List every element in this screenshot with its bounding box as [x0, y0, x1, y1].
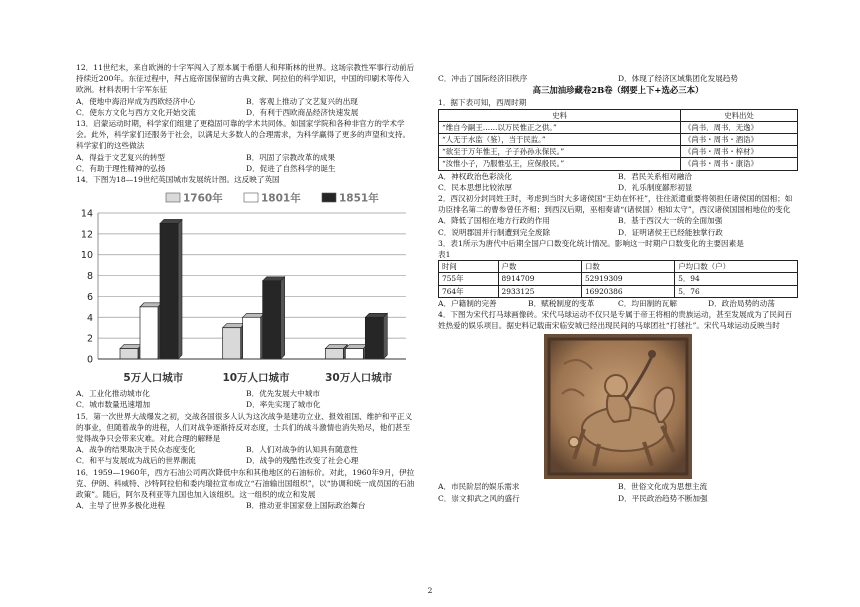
q4-option-b: B．世俗文化成为思想主流 [618, 482, 708, 492]
q12-option-b: B．客观上推动了文艺复兴的出现 [246, 96, 358, 106]
table-cell: “欲至于万年惟王，子子孙孙永保民。” [439, 146, 681, 158]
q1-stem: 1．据下表可知，西周时期 [438, 98, 527, 108]
x-category-label: 10万人口城市 [222, 372, 290, 385]
q4-options [438, 481, 798, 503]
right-column [438, 73, 798, 504]
q4-option-a: A．市民阶层的娱乐需求 [438, 482, 520, 492]
bar [325, 349, 343, 359]
table-cell: 《尚书．周书．无逸》 [681, 121, 798, 133]
q15-option-b: B．人们对战争的认知具有随意性 [246, 445, 358, 455]
q14-option-b: B．优先发展大中城市 [246, 389, 320, 399]
q16-option-a: A．主导了世界多极化进程 [76, 501, 166, 511]
section-title: 高三加油珍藏卷2B卷（纲要上下+选必三本） [532, 85, 704, 96]
bar-top [263, 277, 285, 281]
q2-options [438, 215, 798, 237]
x-category-label: 30万人口城市 [325, 372, 393, 385]
bar-top [365, 314, 387, 318]
y-tick-label: 0 [86, 354, 93, 366]
q3-option-b: B．赋税制度的变革 [528, 298, 595, 308]
table-row [439, 134, 798, 146]
bar-top [160, 220, 182, 224]
q15-options [76, 444, 416, 466]
q12-stem: 12．11世纪末，来自欧洲的十字军闯入了原本属于希腊人和拜斯林的世界。这场宗教性军事行动前后持续近200年。东征过程中，拜占庭帝国保留的古典文献、阿拉伯的科学知识，中国的印刷术等传入欧洲。材料表明十字军东征 [76, 63, 415, 95]
q16-option-b: B．推动亚非国家登上国际政治舞台 [246, 501, 366, 511]
q3-table [438, 260, 798, 298]
legend-swatch [244, 193, 258, 202]
q2-stem: 2．西汉初分封同姓王时，考虑到当时大多诸侯国“王幼在怀衽”，往往派遣重要将领担任诸侯国的国相；如功臣排名第二的曹参曾任齐相；到西汉后期，巫相奏请“(诸侯国）相如太守”，西汉诸侯国国相地位的变化 [438, 194, 793, 215]
bar [160, 224, 178, 360]
q2-option-c: C．说明郡国并行制遭到完全废除 [438, 227, 551, 237]
q12-options [76, 96, 416, 118]
q2-option-a: A．降低了国相在地方行政的作用 [438, 216, 550, 226]
legend-label: 1851年 [339, 192, 379, 205]
q13-stem: 13．启蒙运动时期，科学家们组建了更稳固可靠的学术共同体。如国家学院和各种非官方的学术学会。此外，科学家们还服务于社会，以满足大多数人的合理需求，为科学赢得了更多的声望和支持。科学家们的这些做法 [76, 119, 411, 151]
bar-top [223, 324, 245, 328]
q13-option-d: D．促进了自然科学的诞生 [246, 163, 336, 173]
q14-option-d: D．率先实现了城市化 [246, 400, 321, 410]
q1-option-d: D．礼乐制度鄙形初显 [618, 182, 693, 192]
q2-option-b: B．基于西汉大一统的全面加强 [618, 216, 723, 226]
table-header: 史料 [439, 109, 681, 121]
table-cell: 8914709 [498, 273, 581, 285]
table-cell: 5．76 [675, 285, 798, 297]
q15-option-a: A．战争的结果取决于民众态度变化 [76, 445, 196, 455]
table-cell: 755年 [439, 273, 499, 285]
q14-option-c: C．城市数量迅速增加 [76, 400, 151, 410]
legend-swatch [322, 193, 336, 202]
table-cell: 764年 [439, 285, 499, 297]
q1-option-b: B．君民关系相对融洽 [618, 171, 692, 181]
bar-top [345, 345, 367, 349]
table-row [439, 285, 798, 297]
table-cell: 《尚书・周书・康诰》 [681, 158, 798, 170]
bar [243, 318, 261, 360]
q13-option-c: C．有助于理性精神的弘扬 [76, 163, 166, 173]
q3-table-label: 表1 [438, 250, 451, 260]
q12-option-c: C．使东方文化与西方文化开始交流 [76, 107, 196, 117]
polo-brick-relief-image [544, 334, 692, 479]
q1-option-c: C．民本思想比较浓厚 [438, 182, 513, 192]
table-header: 户均口数（户） [675, 261, 798, 273]
bar [345, 349, 363, 359]
q3-options [438, 298, 798, 309]
table-header-row [439, 261, 798, 273]
x-category-label: 5万人口城市 [123, 372, 184, 385]
q3-option-c: C．均田制的瓦解 [618, 298, 677, 308]
q16-stem: 16．1959—1960年，西方石油公司两次降低中东和其他地区的石油标价。对此，1960年9月，伊拉克、伊朗、科威特、沙特阿拉伯和委内瑞拉宣布成立“石油输出国组织”，以“协调和统一成员国的石油政策”。随后，阿尔及利亚等九国也加入该组织。这一组织的成立和发展 [76, 467, 415, 500]
table-row [439, 158, 798, 170]
table-cell: 《尚书・周书・梓材》 [681, 146, 798, 158]
q1-options [438, 171, 798, 193]
y-tick-label: 2 [86, 333, 93, 345]
q4-stem: 4．下图为宋代打马球画像砖。宋代马球运动不仅只是专属于帝王将相的贵族运动，甚至发展成为了民间百姓热爱的娱乐项目。据史料记载南宋临安城已经出现民间的马球团社“打毬社”。宋代马球运动反映当时 [438, 310, 793, 331]
y-tick-label: 10 [80, 250, 93, 262]
legend-swatch [166, 193, 180, 202]
bar-top [140, 303, 162, 307]
city-development-chart [76, 187, 411, 387]
page-number: 2 [427, 586, 433, 595]
bar [263, 281, 281, 359]
bar [120, 349, 138, 359]
table-header: 史料出处 [681, 109, 798, 121]
bar-top [120, 345, 142, 349]
bar-side [178, 220, 182, 360]
q13-option-b: B．巩固了宗教改革的成果 [246, 152, 336, 162]
table-header: 户数 [498, 261, 581, 273]
table-cell: 2933125 [498, 285, 581, 297]
table-cell: “维自今嗣王……以万民惟正之供。” [439, 121, 681, 133]
table-row [439, 273, 798, 285]
y-tick-label: 12 [80, 229, 93, 241]
left-column [76, 62, 416, 511]
table-header-row [439, 109, 798, 121]
q3-stem: 3．表1所示为唐代中后期全国户口数变化统计情况。影响这一时期户口数变化的主要因素是 [438, 238, 744, 248]
q3-option-d: D．政治局势的动荡 [708, 298, 775, 308]
table-cell: 16920386 [581, 285, 674, 297]
table-cell: “汝惟小子，乃服惟弘王，应保殷民。” [439, 158, 681, 170]
bar-side [383, 314, 387, 360]
bar-top [243, 314, 265, 318]
q15-option-d: D．战争的残酷性改变了社会心理 [246, 456, 359, 466]
y-tick-label: 6 [86, 292, 93, 304]
legend-label: 1760年 [183, 192, 223, 205]
table-row [439, 146, 798, 158]
q16-option-c: C．冲击了国际经济旧秩序 [438, 74, 528, 83]
table-cell: 52919309 [581, 273, 674, 285]
legend-label: 1801年 [261, 192, 301, 205]
q1-table [438, 109, 798, 171]
bar-side [281, 277, 285, 359]
q14-option-a: A．工业化推动城市化 [76, 389, 150, 399]
y-tick-label: 4 [86, 313, 93, 325]
table-cell: 5．94 [675, 273, 798, 285]
q16-options [76, 500, 416, 511]
q14-stem: 14．下图为18—19世纪英国城市发展统计图。这反映了英国 [76, 175, 280, 185]
q2-option-d: D．证明诸侯王已经能独掌行政 [618, 227, 723, 237]
table-header: 口数 [581, 261, 674, 273]
q15-option-c: C．和平与发展成为战后的世界潮流 [76, 456, 196, 466]
table-cell: “人无于水监（鉴），当于民监。” [439, 134, 681, 146]
bar [223, 328, 241, 359]
table-cell: 《尚书・周书・酒诰》 [681, 134, 798, 146]
bar [365, 318, 383, 360]
q14-options [76, 388, 416, 410]
q4-option-d: D．平民政治趋势不断加强 [618, 493, 708, 503]
bar [140, 307, 158, 359]
table-row [439, 121, 798, 133]
q12-option-d: D．有利于西欧商品经济快速发展 [246, 107, 359, 117]
q12-option-a: A．使地中海沿岸成为西欧经济中心 [76, 96, 196, 106]
y-tick-label: 8 [86, 271, 93, 283]
polo-relief-svg [544, 334, 692, 479]
bar-chart-svg [76, 187, 411, 387]
bar-top [325, 345, 347, 349]
q16-option-d: D．体现了经济区域集团化发展趋势 [618, 74, 738, 83]
q13-options [76, 152, 416, 174]
q1-option-a: A．神权政治色彩淡化 [438, 171, 512, 181]
table-header: 时间 [439, 261, 499, 273]
q3-option-a: A．户籍制的完善 [438, 298, 497, 308]
q16-options-cont [438, 73, 798, 84]
q4-option-c: C．崇文抑武之风的盛行 [438, 493, 520, 503]
q15-stem: 15．第一次世界大战爆发之初，交战各国很多人认为这次战争是建功立业、报效祖国、维护和平正义的事业，但随着战争的进程，人们对战争逐渐持反对态度，士兵们的战斗激情也消失殆尽，他们甚至觉得战争只会带来灾难。对此合理的解释是 [76, 411, 413, 444]
q13-option-a: A．得益于文艺复兴的转型 [76, 152, 166, 162]
y-tick-label: 14 [80, 208, 93, 220]
